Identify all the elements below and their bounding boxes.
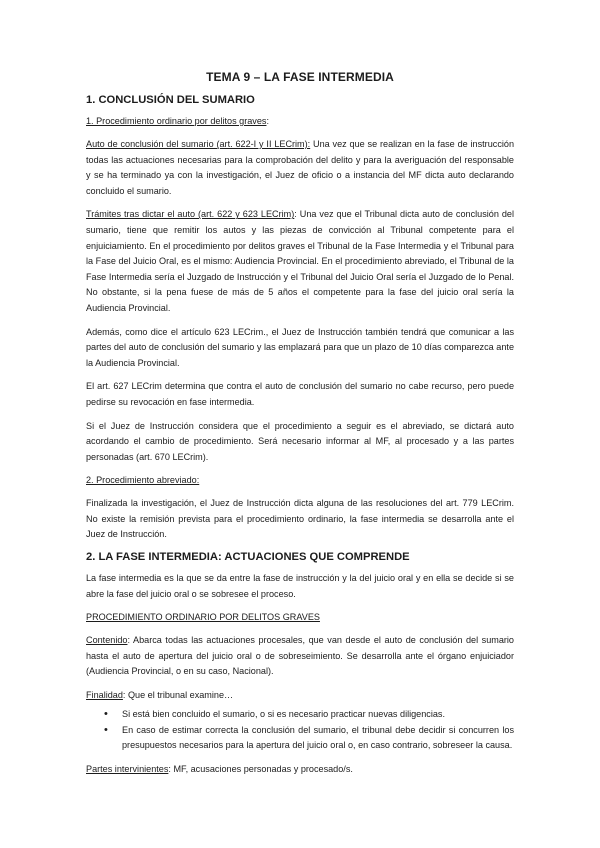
paragraph-abreviado: Finalizada la investigación, el Juez de Instrucción dicta alguna de las resoluciones del art. 779 LECrim. No existe la remisión prevista para el procedimiento ordinario, la fase intermedia se desarrolla ante el Juez de Instrucción. (86, 498, 514, 540)
paragraph-lead: Partes intervinientes (86, 763, 169, 774)
paragraph-text: : Abarca todas las actuaciones procesales, que van desde el auto de conclusión del sumario hasta el auto de apertura del juicio oral o de sobreseimiento. Se desarrolla ante el órgano enjuiciador (Audiencia Provincial, o en su caso, Nacional). (86, 635, 514, 677)
paragraph-articulo-627: El art. 627 LECrim determina que contra el auto de conclusión del sumario no cabe recurso, pero puede pedirse su revocación en fase intermedia. (86, 381, 514, 407)
subheading-procedimiento-ordinario (86, 114, 514, 129)
paragraph-cambio-procedimiento: Si el Juez de Instrucción considera que el procedimiento a seguir es el abreviado, se dictará auto acordando el cambio de procedimiento. Será necesario informar al MF, al procesado y a las partes personadas (art. 670 LECrim). (86, 420, 514, 462)
list-item: • En caso de estimar correcta la conclusión del sumario, el tribunal debe decidir si concurren los presupuestos necesarios para la apertura del juicio oral o, en caso contrario, sobreseer la causa. (122, 723, 514, 754)
paragraph-tramites (86, 207, 514, 316)
document-body (86, 70, 514, 785)
paragraph-lead: Finalidad (86, 690, 123, 701)
paragraph-text: Una vez que se realizan en la fase de instrucción todas las actuaciones necesarias para la comprobación del delito y para la averiguación del responsable y se ha terminado ya con la investigación, el Juez de oficio o a instancia del MF dicta auto declarando concluido el sumario. (86, 139, 514, 196)
subheading-procedimiento-ordinario-graves-text: PROCEDIMIENTO ORDINARIO POR DELITOS GRAVES (86, 612, 320, 623)
paragraph-lead: Auto de conclusión del sumario (art. 622-I y II LECrim): (86, 139, 311, 149)
paragraph-lead: Contenido (86, 635, 128, 646)
paragraph-articulo-623: Además, como dice el artículo 623 LECrim., el Juez de Instrucción también tendrá que comunicar a las partes del auto de conclusión del sumario y las emplazará para que un plazo de 10 días comparezca ante la Audiencia Provincial. (86, 326, 514, 368)
list-item: • Si está bien concluido el sumario, o si es necesario practicar nuevas diligencias. (122, 707, 514, 723)
section-heading-1: 1. CONCLUSIÓN DEL SUMARIO (86, 94, 255, 106)
document-title: TEMA 9 – LA FASE INTERMEDIA (206, 70, 394, 84)
subheading-procedimiento-abreviado (86, 473, 514, 488)
paragraph-contenido (86, 633, 514, 680)
subheading-colon: : (266, 116, 269, 126)
paragraph-partes-intervinientes (86, 762, 514, 777)
subheading-procedimiento-ordinario-graves (86, 610, 514, 625)
section-heading-2: 2. LA FASE INTERMEDIA: ACTUACIONES QUE COMPRENDE (86, 551, 410, 564)
paragraph-text: : Una vez que el Tribunal dicta auto de conclusión del sumario, tiene que remitir los autos y las piezas de convicción al Tribunal competente para el enjuiciamiento. En el procedimiento por delitos graves el Tribunal de la Fase Intermedia y el Tribunal para la Fase del Juicio Oral, es el mismo: Audiencia Provincial. En el procedimiento abreviado, el Tribunal de la Fase Intermedia sería el Juzgado de Instrucción y el Tribunal del Juicio Oral sería el Juzgado de lo Penal. No obstante, si la pena fuese de más de 5 años el competente para la fase del juicio oral sería la Audiencia Provincial. (86, 209, 515, 313)
paragraph-auto-conclusion (86, 137, 514, 199)
paragraph-fase-intermedia: La fase intermedia es la que se da entre la fase de instrucción y la del juicio oral y en ella se decide si se abre la fase del juicio oral o se sobresee el proceso. (86, 573, 514, 599)
paragraph-text: : MF, acusaciones personadas y procesado/s. (168, 763, 353, 774)
paragraph-finalidad (86, 688, 514, 703)
paragraph-text: : Que el tribunal examine… (122, 690, 234, 701)
subheading-procedimiento-ordinario-text: 1. Procedimiento ordinario por delitos graves (86, 116, 267, 126)
finalidad-list (86, 707, 514, 754)
subheading-procedimiento-abreviado-text: 2. Procedimiento abreviado: (86, 475, 200, 486)
paragraph-lead: Trámites tras dictar el auto (art. 622 y 623 LECrim) (86, 209, 295, 220)
